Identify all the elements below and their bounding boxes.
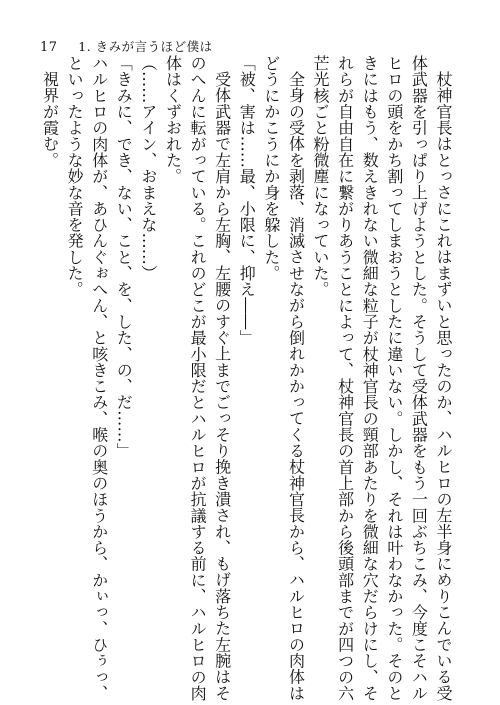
text-line: ハルヒロの肉体が、あひんぐぉへん、と咳きこみ、喉の奥のほうから、かぃっ、ひぅっ、 (89, 55, 109, 701)
text-line: （……アイン、おまえな……） (138, 55, 158, 282)
text-line: 芒光核ごと粉微塵になっていた。 (311, 55, 331, 298)
body-text (35, 55, 455, 701)
text-line: 受体武器で左肩から左胸、左腰のすぐ上までごっそり挽き潰され、もげ落ちた左腕はそ (212, 71, 232, 701)
text-line: れらが自由自在に繋がりあうことによって、杖神官長の首上部から後頭部までが四つの六 (335, 55, 355, 701)
text-line: ヒロの頭をかち割ってしまおうとしたに違いない。しかし、それは叶わなかった。そのと (384, 55, 404, 701)
text-line: 「きみに、でき、ない、こと、を、した、の、だ……」 (114, 55, 134, 459)
text-line: きにはもう、数えきれない微細な粒子が杖神官長の頸部あたりを微細な穴だらけにし、そ (360, 55, 380, 701)
text-line: 杖神官長はとっさにこれはまずいと思ったのか、ハルヒロの左半身にめりこんでいる受 (434, 71, 453, 701)
text-line: 全身の受体を剥落、消滅させながら倒れかかってくる杖神官長から、ハルヒロの肉体は (286, 71, 306, 701)
page-number: 17 (40, 40, 58, 55)
text-line: といったような妙な音を発した。 (65, 55, 85, 298)
text-line: 体はくずおれた。 (163, 55, 183, 185)
chapter-title: 1. きみが言うほど僕は (78, 39, 213, 54)
page-header (40, 37, 213, 55)
text-line: のへんに転がっている。これのどこが最小限だとハルヒロが抗議する前に、ハルヒロの肉 (188, 55, 208, 701)
text-line: 体武器を引っぱり上げようとした。そうして受体武器をもう一回ぶちこみ、今度こそハル (409, 55, 429, 701)
text-line: 視界が霞む。 (40, 71, 60, 168)
text-line: 「被、害は……最、小限に、抑え――」 (237, 55, 257, 346)
text-line: どうにかこうにか身を躱した。 (261, 55, 281, 282)
